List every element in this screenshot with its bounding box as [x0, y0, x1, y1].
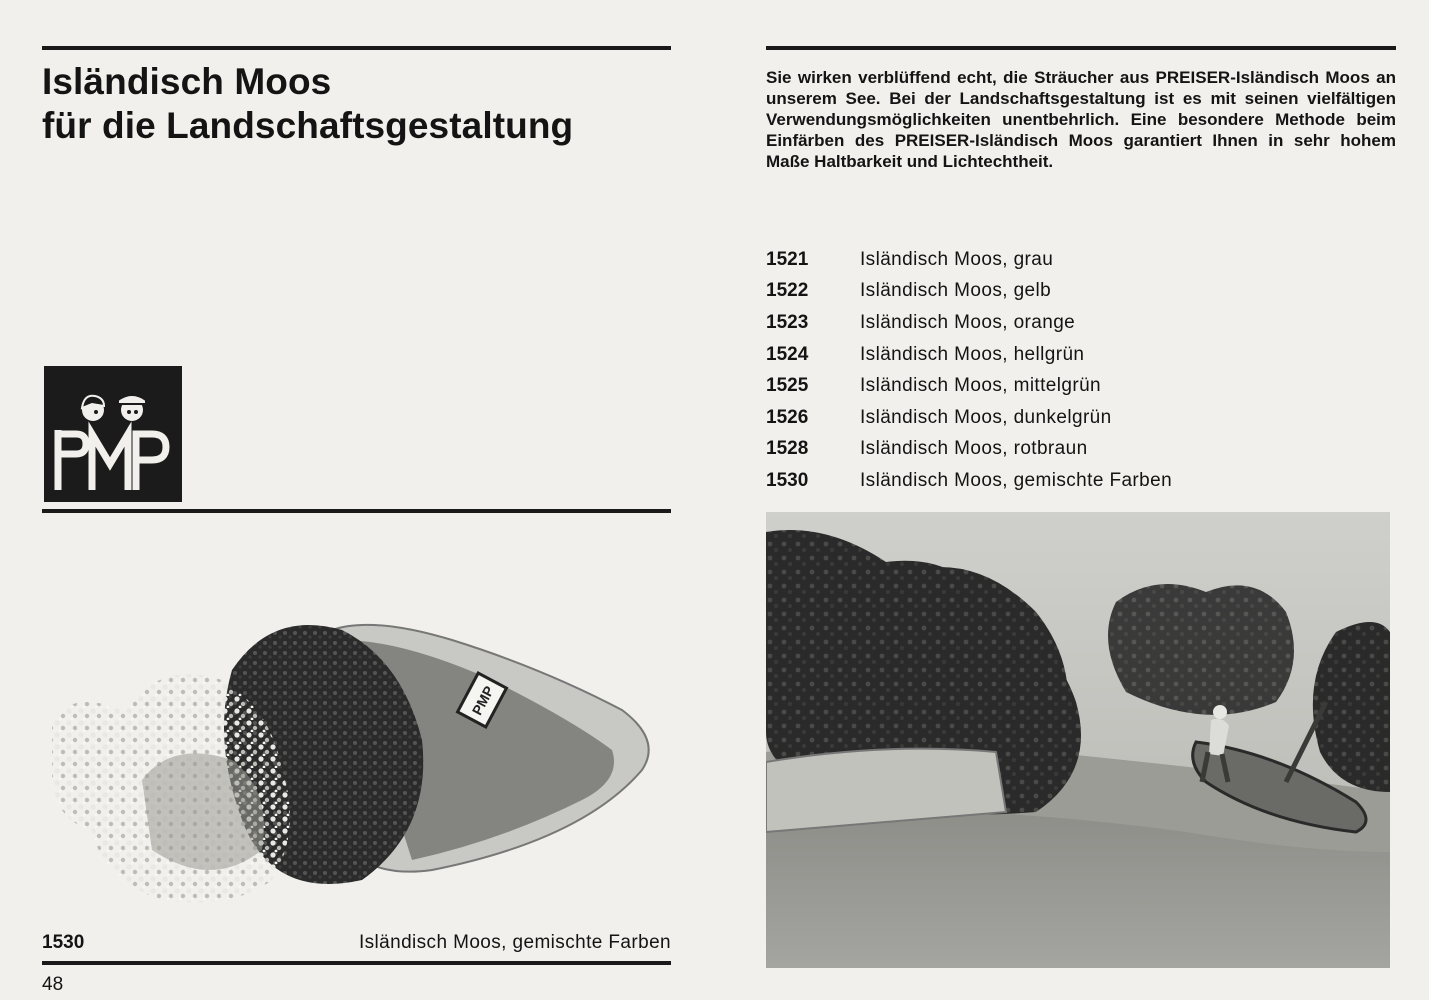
caption-item-name: Isländisch Moos, gemischte Farben: [358, 932, 671, 953]
product-number: 1526: [766, 406, 809, 428]
preiser-figures-logo-icon: [44, 366, 182, 502]
product-name: Isländisch Moos, mittelgrün: [860, 375, 1102, 397]
preiser-logo: [44, 366, 182, 502]
product-number: 1523: [766, 311, 809, 333]
title-line-2: für die Landschaftsgestaltung: [42, 105, 574, 146]
top-rule-right: [766, 46, 1396, 50]
product-name: Isländisch Moos, grau: [860, 248, 1054, 270]
product-row: [766, 307, 1396, 339]
product-name: Isländisch Moos, hellgrün: [860, 343, 1085, 365]
product-row: [766, 370, 1396, 402]
moss-bag-photo: [42, 600, 672, 910]
product-number: 1530: [766, 469, 809, 491]
bottom-rule-left: [42, 961, 671, 965]
title-line-1: Isländisch Moos: [42, 61, 332, 102]
product-number: 1522: [766, 280, 809, 302]
product-name: Isländisch Moos, orange: [860, 311, 1076, 333]
photo-caption: [42, 930, 671, 956]
intro-paragraph: Sie wirken verblüffend echt, die Sträucher aus PREISER-Isländisch Moos an unserem See. Bei der Landschaftsgestaltung ist es mit seinen vielfältigen Verwendungsmöglichkeiten unentbehrlich. Eine besondere Methode beim Einfärben des PREISER-Isländisch Moos garantiert Ihnen in sehr hohem Maße Haltbarkeit und Lichtechtheit.: [766, 68, 1396, 171]
caption-item-number: 1530: [42, 932, 85, 953]
page-title: [42, 60, 672, 148]
product-number: 1528: [766, 438, 809, 460]
product-row: [766, 276, 1396, 308]
product-row: [766, 244, 1396, 276]
product-list: [766, 244, 1396, 497]
product-number: 1521: [766, 248, 809, 270]
product-number: 1524: [766, 343, 809, 365]
page-number: 48: [42, 974, 64, 995]
product-number: 1525: [766, 375, 809, 397]
product-row: [766, 465, 1396, 497]
product-name: Isländisch Moos, gelb: [860, 280, 1052, 302]
product-row: [766, 339, 1396, 371]
product-name: Isländisch Moos, rotbraun: [860, 438, 1088, 460]
svg-text:PMP: PMP: [468, 683, 498, 718]
product-row: [766, 402, 1396, 434]
middle-rule-left: [42, 509, 671, 513]
product-name: Isländisch Moos, gemischte Farben: [860, 469, 1173, 491]
product-name: Isländisch Moos, dunkelgrün: [860, 406, 1112, 428]
top-rule-left: [42, 46, 671, 50]
product-row: [766, 434, 1396, 466]
lake-scene-photo: [766, 512, 1390, 968]
